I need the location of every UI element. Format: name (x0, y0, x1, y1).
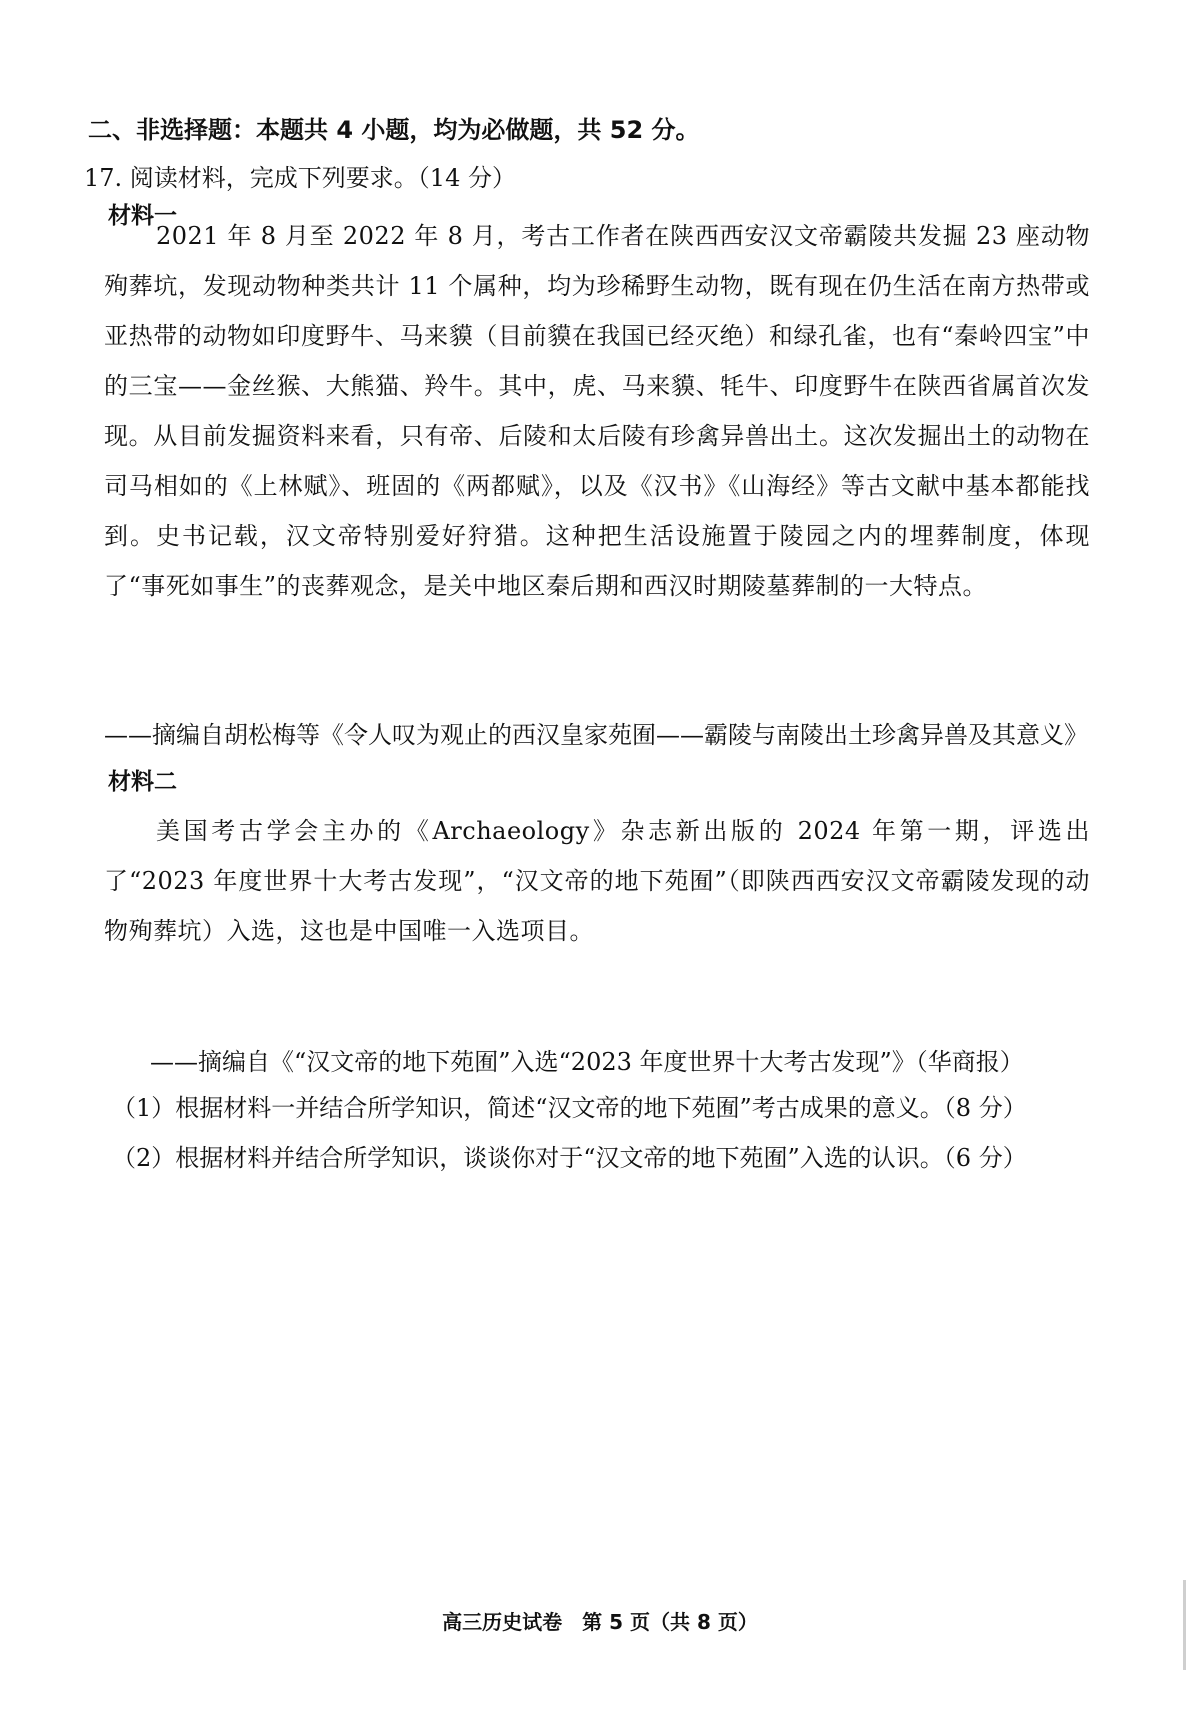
sub-question-2: （2）根据材料并结合所学知识，谈谈你对于“汉文帝的地下苑囿”入选的认识。（6 分） (112, 1144, 1027, 1172)
section-heading: 二、非选择题：本题共 4 小题，均为必做题，共 52 分。 (88, 116, 700, 144)
material-2-paragraph: 美国考古学会主办的《Archaeology》杂志新出版的 2024 年第一期，评选出了“2023 年度世界十大考古发现”，“汉文帝的地下苑囿”（即陕西西安汉文帝霸陵发现的动物殉葬坑）入选，这也是中国唯一入选项目。 (104, 817, 1090, 945)
question-17-prompt: 17. 阅读材料，完成下列要求。（14 分） (84, 164, 516, 192)
material-1-paragraph: 2021 年 8 月至 2022 年 8 月，考古工作者在陕西西安汉文帝霸陵共发掘 23 座动物殉葬坑，发现动物种类共计 11 个属种，均为珍稀野生动物，既有现在仍生活在南方热带或亚热带的动物如印度野牛、马来貘（目前貘在我国已经灭绝）和绿孔雀，也有“秦岭四宝”中的三宝——金丝猴、大熊猫、羚牛。其中，虎、马来貘、牦牛、印度野牛在陕西省属首次发现。从目前发掘资料来看，只有帝、后陵和太后陵有珍禽异兽出土。这次发掘出土的动物在司马相如的《上林赋》、班固的《两都赋》，以及《汉书》《山海经》等古文献中基本都能找到。史书记载，汉文帝特别爱好狩猎。这种把生活设施置于陵园之内的埋葬制度，体现了“事死如事生”的丧葬观念，是关中地区秦后期和西汉时期陵墓葬制的一大特点。 (104, 222, 1090, 600)
page-footer: 高三历史试卷 第 5 页（共 8 页） (442, 1610, 758, 1634)
scan-edge-mark (1183, 1580, 1186, 1670)
material-1-source: ——摘编自胡松梅等《令人叹为观止的西汉皇家苑囿——霸陵与南陵出土珍禽异兽及其意义》 (104, 721, 1088, 749)
material-1-title: 材料一 (108, 203, 177, 229)
material-2-source: ——摘编自《“汉文帝的地下苑囿”入选“2023 年度世界十大考古发现”》（华商报） (150, 1048, 1024, 1076)
material-2-title: 材料二 (108, 769, 177, 795)
sub-question-1: （1）根据材料一并结合所学知识，简述“汉文帝的地下苑囿”考古成果的意义。（8 分） (112, 1094, 1027, 1122)
